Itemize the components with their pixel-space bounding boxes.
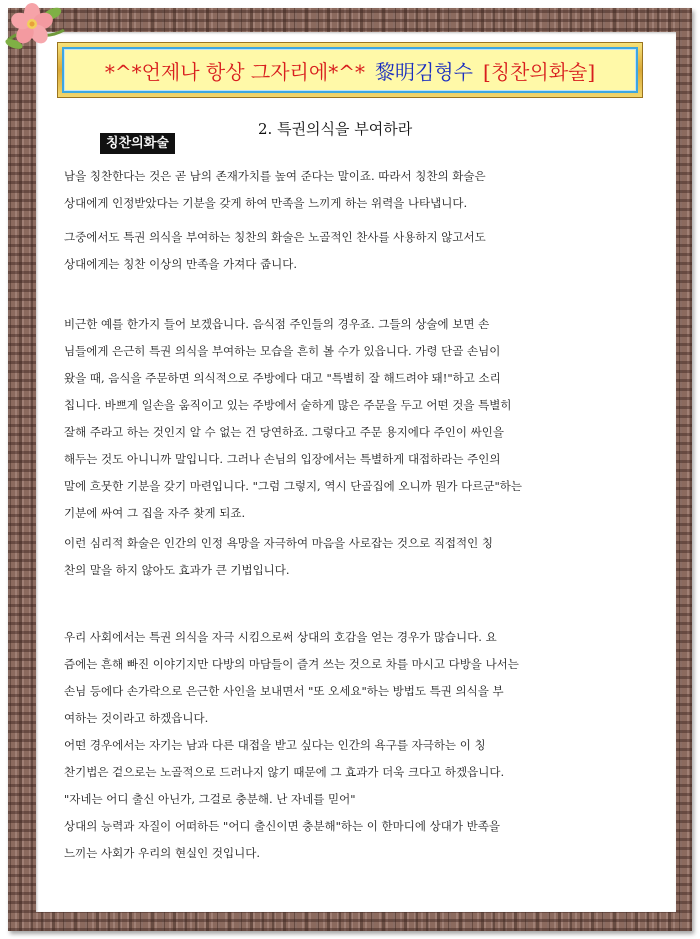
body-line: 칩니다. 바쁘게 일손을 움직이고 있는 주방에서 숱하게 많은 주문을 두고 어떤 것을 특별히 — [64, 398, 512, 412]
body-line: 어떤 경우에서는 자기는 남과 다른 대접을 받고 싶다는 인간의 욕구를 자극하는 이 칭 — [64, 738, 486, 752]
title-banner — [57, 42, 643, 98]
body-line: 느끼는 사회가 우리의 현실인 것입니다. — [64, 846, 261, 860]
body-line: 찬기법은 겉으로는 노골적으로 드러나지 않기 때문에 그 효과가 더욱 크다고 하겠읍니다. — [64, 765, 505, 779]
body-line: 여하는 것이라고 하겠읍니다. — [64, 711, 209, 725]
banner-slogan: *^*언제나 항상 그자리에*^* — [104, 59, 365, 84]
section-title: 2. 특권의식을 부여하라 — [258, 120, 413, 138]
body-line: 손님 등에다 손가락으로 은근한 사인을 보내면서 "또 오세요"하는 방법도 특권 의식을 부 — [64, 684, 504, 698]
body-line: 해두는 것도 아니니까 말입니다. 그러나 손님의 입장에서는 특별하게 대접하라는 주인의 — [64, 452, 501, 466]
body-line: 비근한 예를 한가지 들어 보겠읍니다. 음식점 주인들의 경우죠. 그들의 상술에 보면 손 — [64, 317, 490, 331]
body-line: 우리 사회에서는 특권 의식을 자극 시킴으로써 상대의 호감을 얻는 경우가 많습니다. 요 — [64, 630, 497, 644]
body-line: 이런 심리적 화술은 인간의 인정 욕망을 자극하여 마음을 사로잡는 것으로 직접적인 칭 — [64, 536, 494, 550]
body-line: 남을 칭찬한다는 것은 곧 남의 존재가치를 높여 준다는 말이죠. 따라서 칭찬의 화술은 — [64, 169, 486, 183]
body-line: 그중에서도 특권 의식을 부여하는 칭찬의 화술은 노골적인 찬사를 사용하지 않고서도 — [64, 230, 486, 244]
body-line: 상대에게는 칭찬 이상의 만족을 가져다 줍니다. — [64, 257, 298, 271]
body-line: 상대에게 인정받았다는 기분을 갖게 하여 만족을 느끼게 하는 위력을 나타냅니다. — [64, 196, 468, 210]
category-tag: 칭찬의화술 — [100, 133, 175, 154]
body-line: 기분에 싸여 그 집을 자주 찾게 되죠. — [64, 506, 246, 520]
body-line: 즘에는 흔해 빠진 이야기지만 다방의 마담들이 즐겨 쓰는 것으로 차를 마시고 다방을 나서는 — [64, 657, 519, 671]
paper-page — [36, 32, 676, 912]
body-line: "자네는 어디 출신 아닌가, 그걸로 충분해. 난 자네를 믿어" — [64, 792, 356, 806]
banner-category: [칭찬의화술] — [482, 59, 596, 84]
body-line: 찬의 말을 하지 않아도 효과가 큰 기법입니다. — [64, 563, 290, 577]
body-line: 말에 흐뭇한 기분을 갖기 마련입니다. "그럼 그렇지, 역시 단골집에 오니까 뭔가 다르군"하는 — [64, 479, 523, 493]
title-banner-inner — [62, 47, 638, 93]
body-line: 잘해 주라고 하는 것인지 알 수 없는 건 당연하죠. 그렇다고 주문 용지에다 주인이 싸인을 — [64, 425, 504, 439]
body-line: 상대의 능력과 자질이 어떠하든 "어디 출신이면 충분해"하는 이 한마디에 상대가 반족을 — [64, 819, 500, 833]
body-line: 왔을 때, 음식을 주문하면 의식적으로 주방에다 대고 "특별히 잘 해드려야 돼!"하고 소리 — [64, 371, 501, 385]
body-line: 님들에게 은근히 특권 의식을 부여하는 모습을 흔히 볼 수가 있읍니다. 가령 단골 손님이 — [64, 344, 501, 358]
banner-author: 黎明김형수 — [374, 59, 473, 84]
flower-decoration-icon — [0, 0, 72, 54]
